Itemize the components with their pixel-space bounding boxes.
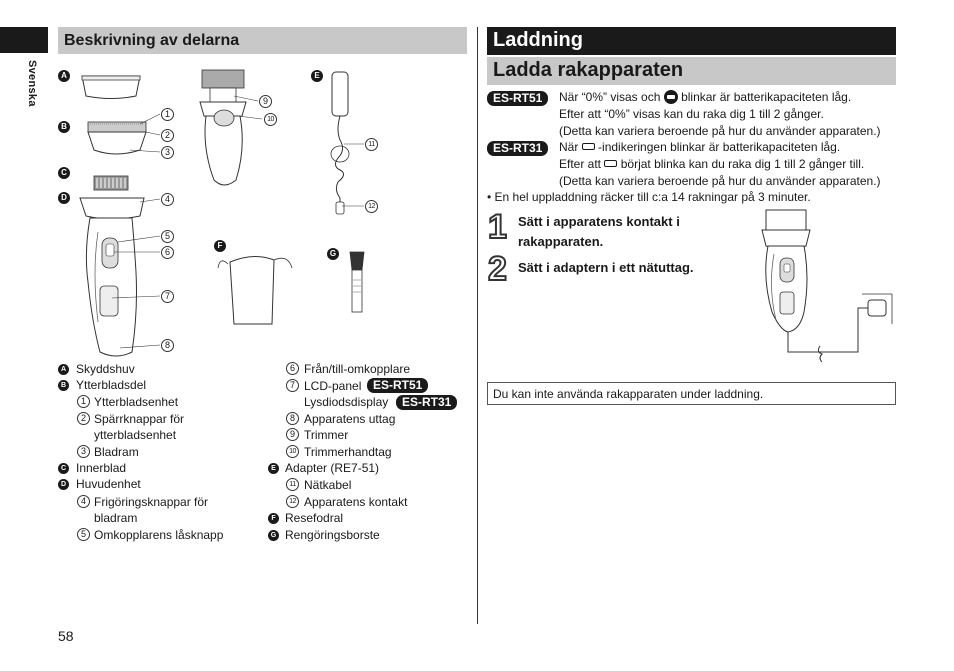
legend-item: Huvudenhet	[76, 477, 141, 491]
legend-item: Trimmer	[304, 428, 349, 442]
figure-letter-a: A	[58, 70, 70, 82]
language-label: Svenska	[26, 60, 38, 107]
legend-marker: 4	[77, 495, 90, 508]
legend-item: Ytterbladsdel	[76, 378, 147, 392]
legend-marker: 7	[286, 379, 299, 392]
legend-marker: 9	[286, 428, 299, 441]
step-1-text-line-1: Sätt i apparatens kontakt i	[518, 214, 680, 229]
legend-item-continued: bladram	[94, 511, 138, 525]
legend-marker: B	[58, 380, 69, 391]
legend-marker: 3	[77, 445, 90, 458]
legend-item: Ytterbladsenhet	[94, 395, 179, 409]
figure-letter-e: E	[311, 70, 323, 82]
figure-number-5: 5	[161, 230, 174, 243]
legend-marker: E	[268, 463, 279, 474]
rt51-line-1: När “0%” visas och blinkar är batterikapaciteten låg.	[559, 90, 852, 104]
legend-item: Apparatens kontakt	[304, 495, 408, 509]
figure-number-10: 10	[264, 113, 277, 126]
note-text: Du kan inte använda rakapparaten under laddning.	[493, 387, 764, 401]
rt31-line-2: Efter att börjat blinka kan du raka dig 1 till 2 gånger till.	[559, 157, 865, 171]
legend-marker: 10	[286, 445, 299, 458]
rt51-line-3: (Detta kan variera beroende på hur du använder apparaten.)	[559, 124, 881, 138]
figure-number-11: 11	[365, 138, 378, 151]
figure-number-8: 8	[161, 339, 174, 352]
figure-letter-g: G	[327, 248, 339, 260]
legend-marker: A	[58, 364, 69, 375]
figure-number-7: 7	[161, 290, 174, 303]
page-number: 58	[58, 628, 74, 644]
battery-low-icon	[604, 160, 617, 167]
battery-low-icon	[582, 143, 595, 150]
battery-plug-icon	[664, 90, 678, 104]
rt31-line-3: (Detta kan variera beroende på hur du använder apparaten.)	[559, 174, 881, 188]
legend-item: Spärrknappar för	[94, 412, 185, 426]
legend-marker: C	[58, 463, 69, 474]
legend-marker: 8	[286, 412, 299, 425]
step-2-text: Sätt i adaptern i ett nätuttag.	[518, 260, 694, 275]
legend-item: Från/till-omkopplare	[304, 362, 411, 376]
legend-item: Rengöringsborste	[285, 528, 380, 542]
legend-marker: 2	[77, 412, 90, 425]
legend-marker: G	[268, 530, 279, 541]
legend-item: Apparatens uttag	[304, 412, 396, 426]
legend-item: Bladram	[94, 445, 139, 459]
charging-shaver-illustration	[760, 208, 896, 364]
legend-marker: 5	[77, 528, 90, 541]
step-1-text-line-2: rakapparaten.	[518, 234, 604, 249]
chapter-title: Laddning	[493, 29, 583, 51]
rt31-line-1: När -indikeringen blinkar är batterikapaciteten låg.	[559, 140, 841, 154]
legend-marker: F	[268, 513, 279, 524]
legend-marker: 11	[286, 478, 299, 491]
figure-number-9: 9	[259, 95, 272, 108]
legend-marker: 12	[286, 495, 299, 508]
figure-number-6: 6	[161, 246, 174, 259]
model-badge-es-rt51: ES-RT51	[367, 378, 428, 393]
model-badge-es-rt51: ES-RT51	[487, 91, 548, 106]
section-title: Ladda rakapparaten	[493, 59, 684, 81]
legend-item: Innerblad	[76, 461, 127, 475]
legend-item-continued: ytterbladsenhet	[94, 428, 177, 442]
legend-item: Resefodral	[285, 511, 344, 525]
section-title: Beskrivning av delarna	[64, 32, 240, 49]
figure-letter-b: B	[58, 121, 70, 133]
model-badge-es-rt31: ES-RT31	[487, 141, 548, 156]
step-number-1: 1	[488, 208, 507, 246]
legend-item-continued: Lysdiodsdisplay	[304, 395, 389, 409]
figure-letter-d: D	[58, 192, 70, 204]
legend-marker: 1	[77, 395, 90, 408]
legend-item: Nätkabel	[304, 478, 352, 492]
legend-item: Frigöringsknappar för	[94, 495, 209, 509]
bullet-note: • En hel uppladdning räcker till c:a 14 rakningar på 3 minuter.	[487, 190, 811, 204]
legend-item: Trimmerhandtag	[304, 445, 392, 459]
figure-number-4: 4	[161, 193, 174, 206]
legend-item: Skyddshuv	[76, 362, 135, 376]
legend-marker: 6	[286, 362, 299, 375]
figure-number-1: 1	[161, 108, 174, 121]
legend-item: Adapter (RE7-51)	[285, 461, 380, 475]
model-badge-es-rt31: ES-RT31	[396, 395, 457, 410]
figure-number-12: 12	[365, 200, 378, 213]
legend-item: Omkopplarens låsknapp	[94, 528, 224, 542]
legend-item: LCD-panel	[304, 379, 362, 393]
step-number-2: 2	[488, 250, 507, 288]
legend-marker: D	[58, 479, 69, 490]
figure-letter-f: F	[214, 240, 226, 252]
figure-number-3: 3	[161, 146, 174, 159]
figure-number-2: 2	[161, 129, 174, 142]
rt51-line-2: Efter att “0%” visas kan du raka dig 1 till 2 gånger.	[559, 107, 824, 121]
figure-letter-c: C	[58, 167, 70, 179]
